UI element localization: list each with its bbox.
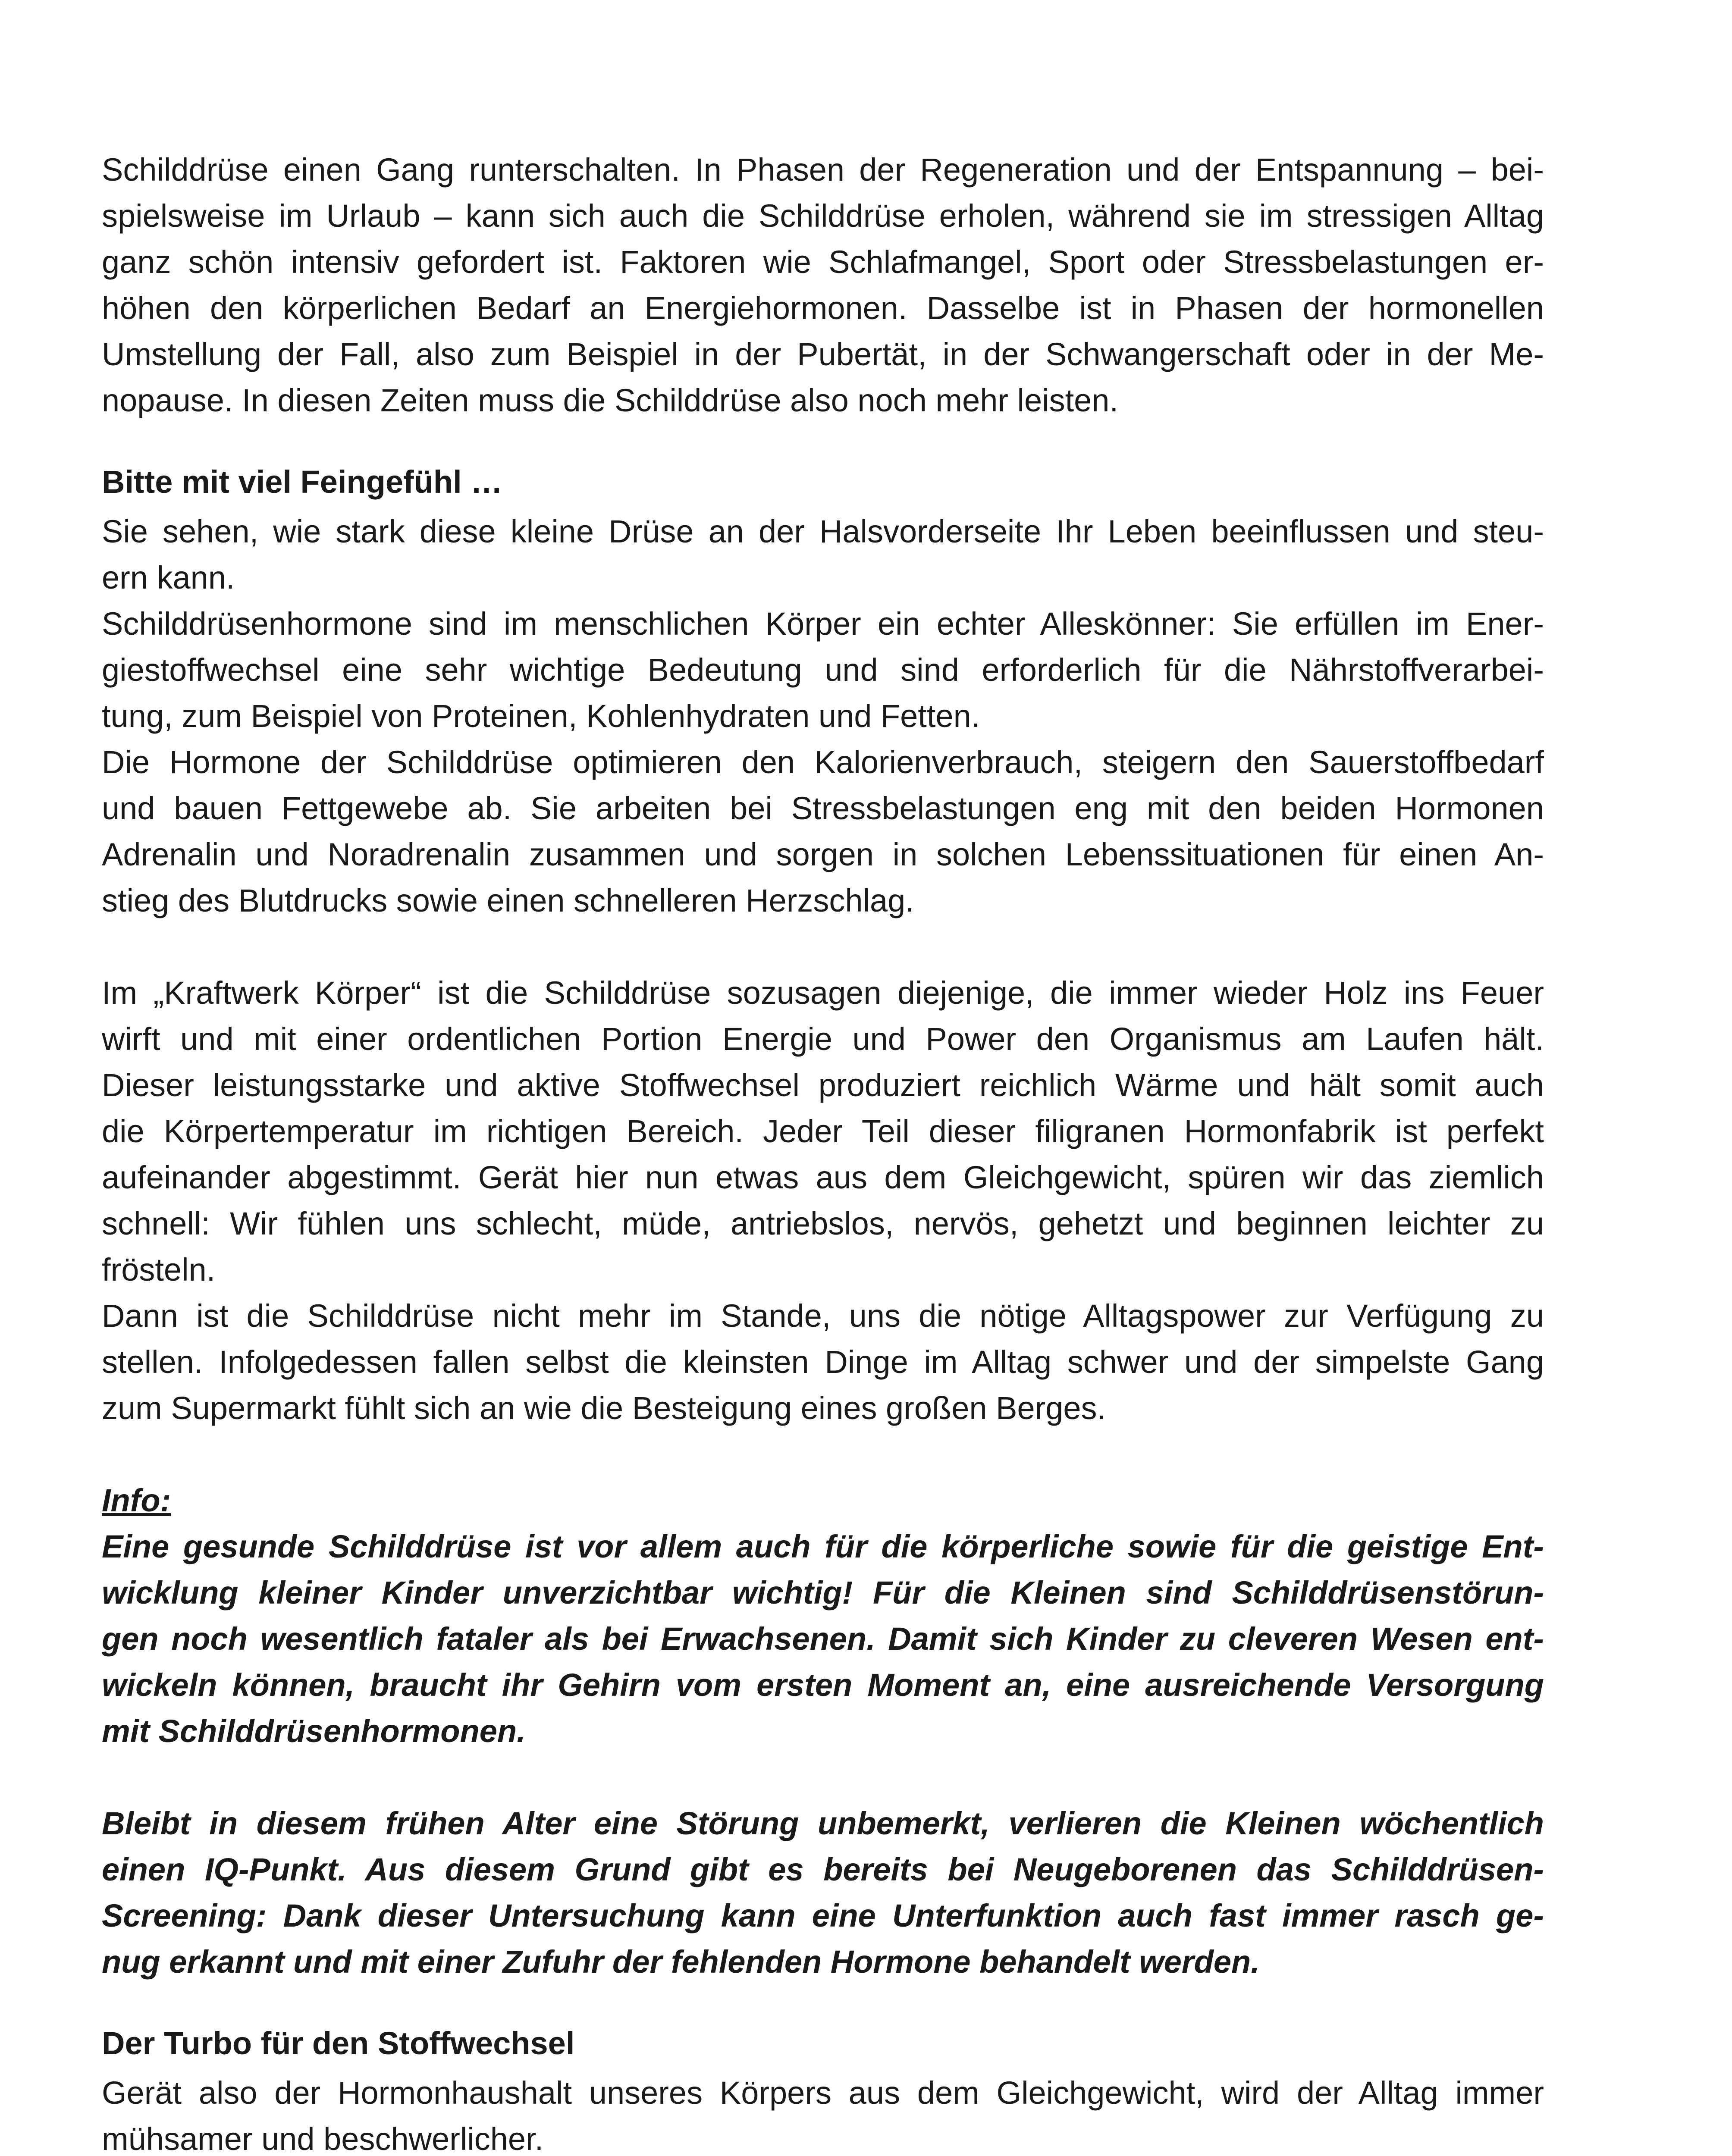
info-box <box>102 1477 1544 1985</box>
text-line: Die Hormone der Schilddrüse optimieren den Kalorienverbrauch, steigern den Sauerstoffbedarf <box>102 744 1544 780</box>
section-heading-turbo: Der Turbo für den Stoffwechsel <box>102 2025 575 2061</box>
text-line: giestoffwechsel eine sehr wichtige Bedeutung und sind erforderlich für die Nährstoffverarbei- <box>102 652 1544 688</box>
text-line: Im „Kraftwerk Körper“ ist die Schilddrüse sozusagen diejenige, die immer wieder Holz ins Feuer <box>102 975 1544 1011</box>
text-line: nopause. In diesen Zeiten muss die Schilddrüse also noch mehr leisten. <box>102 382 1119 418</box>
text-line: höhen den körperlichen Bedarf an Energiehormonen. Dasselbe ist in Phasen der hormonellen <box>102 290 1544 326</box>
text-line: stieg des Blutdrucks sowie einen schnelleren Herzschlag. <box>102 883 914 918</box>
info-text-line: nug erkannt und mit einer Zufuhr der fehlenden Hormone behandelt werden. <box>102 1944 1260 1980</box>
text-line: Sie sehen, wie stark diese kleine Drüse an der Halsvorderseite Ihr Leben beeinflussen und steu- <box>102 514 1544 549</box>
info-text-line: Screening: Dank dieser Untersuchung kann eine Unterfunktion auch fast immer rasch ge- <box>102 1898 1544 1934</box>
paragraph-kraftwerk <box>102 970 1544 1431</box>
info-text-line: Eine gesunde Schilddrüse ist vor allem auch für die körperliche sowie für die geistige Ent- <box>102 1529 1544 1564</box>
info-label: Info: <box>102 1482 171 1518</box>
info-text-line: mit Schilddrüsenhormonen. <box>102 1713 526 1749</box>
text-line: spielsweise im Urlaub – kann sich auch die Schilddrüse erholen, während sie im stressigen Alltag <box>102 198 1544 234</box>
text-line: Adrenalin und Noradrenalin zusammen und sorgen in solchen Lebenssituationen für einen An- <box>102 837 1544 872</box>
info-paragraph-2 <box>102 1800 1544 1985</box>
text-line: Umstellung der Fall, also zum Beispiel in der Pubertät, in der Schwangerschaft oder in der Me- <box>102 336 1544 372</box>
info-text-line: gen noch wesentlich fataler als bei Erwachsenen. Damit sich Kinder zu cleveren Wesen ent- <box>102 1621 1544 1657</box>
text-line: Schilddrüsenhormone sind im menschlichen Körper ein echter Alleskönner: Sie erfüllen im Ener- <box>102 606 1544 642</box>
info-text-line: einen IQ-Punkt. Aus diesem Grund gibt es bereits bei Neugeborenen das Schilddrüsen- <box>102 1852 1544 1887</box>
paragraph-feingefuehl <box>102 508 1544 924</box>
text-line: zum Supermarkt fühlt sich an wie die Besteigung eines großen Berges. <box>102 1390 1106 1426</box>
text-line: ganz schön intensiv gefordert ist. Faktoren wie Schlafmangel, Sport oder Stressbelastungen er- <box>102 244 1544 280</box>
info-text-line: wicklung kleiner Kinder unverzichtbar wichtig! Für die Kleinen sind Schilddrüsenstörun- <box>102 1575 1544 1611</box>
text-line: die Körpertemperatur im richtigen Bereich. Jeder Teil dieser filigranen Hormonfabrik ist perfekt <box>102 1113 1544 1149</box>
text-line: Dieser leistungsstarke und aktive Stoffwechsel produziert reichlich Wärme und hält somit auch <box>102 1067 1544 1103</box>
text-line: ern kann. <box>102 560 235 595</box>
text-line: tung, zum Beispiel von Proteinen, Kohlenhydraten und Fetten. <box>102 698 980 734</box>
text-line: frösteln. <box>102 1252 216 1288</box>
info-text-line: wickeln können, braucht ihr Gehirn vom ersten Moment an, eine ausreichende Versorgung <box>102 1667 1544 1703</box>
text-line: wirft und mit einer ordentlichen Portion Energie und Power den Organismus am Laufen hält. <box>102 1021 1544 1057</box>
paragraph-intro <box>102 147 1544 423</box>
text-line: stellen. Infolgedessen fallen selbst die kleinsten Dinge im Alltag schwer und der simpelste Gang <box>102 1344 1544 1380</box>
text-line: aufeinander abgestimmt. Gerät hier nun etwas aus dem Gleichgewicht, spüren wir das ziemlich <box>102 1159 1544 1195</box>
text-line: mühsamer und beschwerlicher. <box>102 2121 544 2156</box>
text-line: schnell: Wir fühlen uns schlecht, müde, antriebslos, nervös, gehetzt und beginnen leichter zu <box>102 1206 1544 1241</box>
section-heading-feingefuehl: Bitte mit viel Feingefühl … <box>102 464 503 500</box>
text-line: Gerät also der Hormonhaushalt unseres Körpers aus dem Gleichgewicht, wird der Alltag immer <box>102 2075 1544 2111</box>
paragraph-turbo <box>102 2070 1544 2156</box>
text-line: Schilddrüse einen Gang runterschalten. In Phasen der Regeneration und der Entspannung – bei- <box>102 152 1544 188</box>
text-line: und bauen Fettgewebe ab. Sie arbeiten bei Stressbelastungen eng mit den beiden Hormonen <box>102 790 1544 826</box>
text-line: Dann ist die Schilddrüse nicht mehr im Stande, uns die nötige Alltagspower zur Verfügung zu <box>102 1298 1544 1334</box>
info-text-line: Bleibt in diesem frühen Alter eine Störung unbemerkt, verlieren die Kleinen wöchentlich <box>102 1805 1544 1841</box>
page-body <box>102 147 1544 2156</box>
